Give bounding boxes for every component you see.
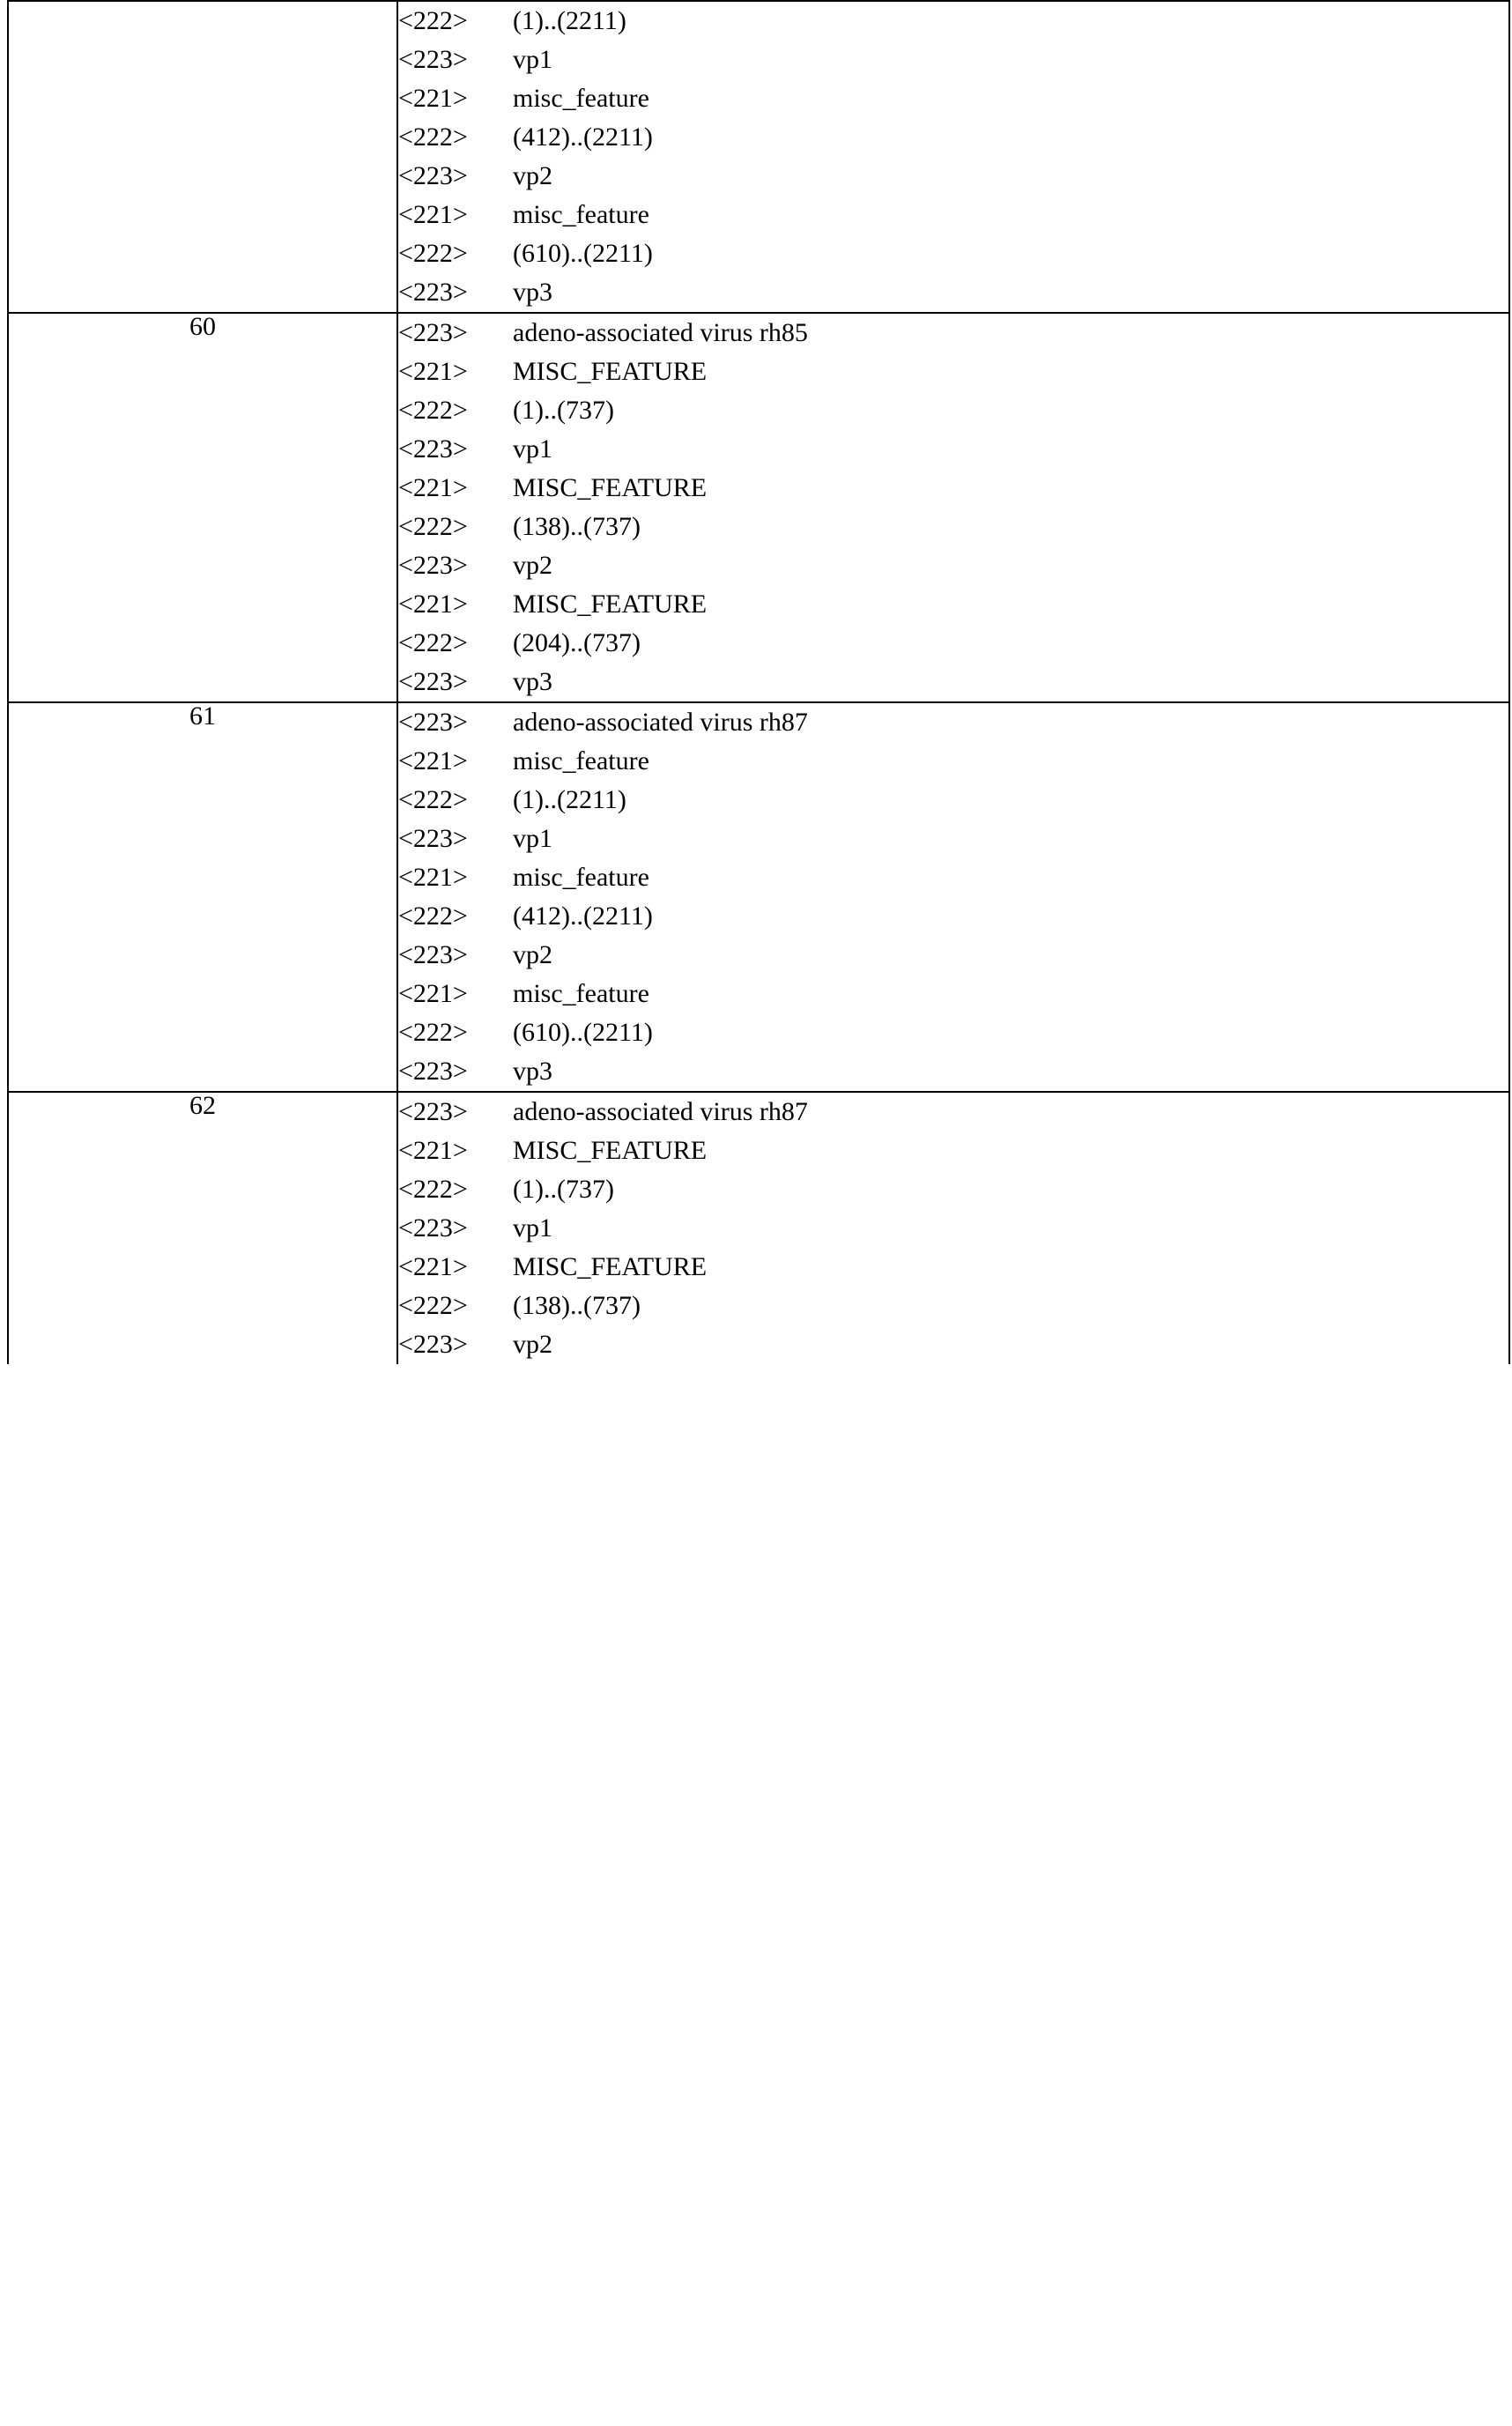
feature-value: (138)..(737) xyxy=(513,1291,641,1320)
feature-line xyxy=(398,1093,1508,1131)
feature-tag: <223> xyxy=(398,708,468,737)
feature-line xyxy=(398,1248,1508,1287)
feature-value: vp2 xyxy=(513,940,552,969)
feature-line xyxy=(398,469,1508,508)
feature-line xyxy=(398,546,1508,585)
feature-tag: <223> xyxy=(398,1330,468,1359)
feature-tag: <221> xyxy=(398,84,468,113)
feature-value: MISC_FEATURE xyxy=(513,590,708,619)
feature-value: MISC_FEATURE xyxy=(513,1252,708,1281)
feature-value: adeno-associated virus rh85 xyxy=(513,318,808,347)
feature-line xyxy=(398,585,1508,624)
feature-line xyxy=(398,234,1508,273)
feature-line xyxy=(398,157,1508,196)
feature-line xyxy=(398,1325,1508,1364)
feature-line xyxy=(398,663,1508,701)
feature-line xyxy=(398,118,1508,157)
sequence-entry-cell xyxy=(397,1092,1509,1364)
feature-line xyxy=(398,314,1508,352)
feature-tag: <222> xyxy=(398,628,468,657)
feature-value: adeno-associated virus rh87 xyxy=(513,1097,808,1126)
feature-value: vp2 xyxy=(513,1330,552,1359)
feature-line xyxy=(398,79,1508,118)
table-row xyxy=(8,1,1509,313)
feature-line xyxy=(398,858,1508,897)
feature-line xyxy=(398,41,1508,79)
sequence-entry-cell xyxy=(397,702,1509,1092)
table-row xyxy=(8,702,1509,1092)
feature-value: (1)..(2211) xyxy=(513,6,626,35)
feature-value: vp3 xyxy=(513,667,552,696)
feature-tag: <223> xyxy=(398,1213,468,1243)
feature-value: MISC_FEATURE xyxy=(513,357,708,386)
feature-value: vp1 xyxy=(513,434,552,464)
sequence-entry-cell xyxy=(397,313,1509,702)
feature-line xyxy=(398,196,1508,234)
feature-value: MISC_FEATURE xyxy=(513,1136,708,1165)
feature-line xyxy=(398,1131,1508,1170)
feature-tag: <221> xyxy=(398,590,468,619)
feature-value: MISC_FEATURE xyxy=(513,473,708,502)
feature-value: (1)..(737) xyxy=(513,1175,614,1204)
sequence-number-cell: 61 xyxy=(8,702,397,1092)
feature-line xyxy=(398,781,1508,820)
feature-value: vp1 xyxy=(513,45,552,74)
feature-line xyxy=(398,820,1508,858)
feature-tag: <221> xyxy=(398,746,468,775)
feature-value: vp2 xyxy=(513,551,552,580)
feature-line xyxy=(398,1209,1508,1248)
feature-value: (412)..(2211) xyxy=(513,901,653,931)
table-row xyxy=(8,1092,1509,1364)
feature-line xyxy=(398,273,1508,312)
feature-value: (1)..(737) xyxy=(513,396,614,425)
feature-tag: <223> xyxy=(398,551,468,580)
feature-tag: <223> xyxy=(398,278,468,307)
feature-line xyxy=(398,430,1508,469)
feature-value: (610)..(2211) xyxy=(513,1018,653,1047)
feature-line xyxy=(398,1287,1508,1325)
feature-tag: <222> xyxy=(398,396,468,425)
feature-line xyxy=(398,2,1508,41)
feature-tag: <221> xyxy=(398,863,468,892)
feature-tag: <222> xyxy=(398,1291,468,1320)
feature-line xyxy=(398,391,1508,430)
feature-value: misc_feature xyxy=(513,863,649,892)
feature-tag: <222> xyxy=(398,239,468,268)
feature-tag: <222> xyxy=(398,1175,468,1204)
feature-tag: <221> xyxy=(398,1136,468,1165)
feature-value: misc_feature xyxy=(513,746,649,775)
feature-line xyxy=(398,975,1508,1013)
feature-value: (1)..(2211) xyxy=(513,785,626,814)
sequence-number-cell: 60 xyxy=(8,313,397,702)
feature-value: vp1 xyxy=(513,824,552,853)
feature-line xyxy=(398,1013,1508,1052)
table-row xyxy=(8,313,1509,702)
table-body xyxy=(8,1,1509,1364)
feature-tag: <221> xyxy=(398,1252,468,1281)
feature-line xyxy=(398,352,1508,391)
feature-tag: <222> xyxy=(398,785,468,814)
feature-line xyxy=(398,936,1508,975)
feature-tag: <223> xyxy=(398,434,468,464)
feature-tag: <223> xyxy=(398,824,468,853)
feature-line xyxy=(398,508,1508,546)
feature-tag: <223> xyxy=(398,161,468,190)
feature-tag: <223> xyxy=(398,940,468,969)
feature-tag: <223> xyxy=(398,45,468,74)
feature-line xyxy=(398,1170,1508,1209)
feature-line xyxy=(398,624,1508,663)
feature-tag: <223> xyxy=(398,1097,468,1126)
feature-tag: <221> xyxy=(398,200,468,229)
feature-value: vp1 xyxy=(513,1213,552,1243)
sequence-number-cell: 62 xyxy=(8,1092,397,1364)
feature-value: vp3 xyxy=(513,1057,552,1086)
feature-line xyxy=(398,897,1508,936)
feature-tag: <222> xyxy=(398,6,468,35)
feature-value: misc_feature xyxy=(513,200,649,229)
sequence-entry-cell xyxy=(397,1,1509,313)
feature-tag: <221> xyxy=(398,473,468,502)
feature-value: misc_feature xyxy=(513,979,649,1008)
feature-value: (204)..(737) xyxy=(513,628,641,657)
feature-line xyxy=(398,1052,1508,1091)
feature-value: (138)..(737) xyxy=(513,512,641,541)
feature-line xyxy=(398,703,1508,742)
feature-tag: <223> xyxy=(398,318,468,347)
feature-value: (412)..(2211) xyxy=(513,122,653,152)
feature-value: misc_feature xyxy=(513,84,649,113)
feature-tag: <222> xyxy=(398,122,468,152)
feature-tag: <221> xyxy=(398,357,468,386)
feature-tag: <222> xyxy=(398,901,468,931)
feature-tag: <221> xyxy=(398,979,468,1008)
feature-tag: <223> xyxy=(398,667,468,696)
feature-line xyxy=(398,742,1508,781)
sequence-number-cell xyxy=(8,1,397,313)
feature-tag: <222> xyxy=(398,512,468,541)
feature-value: (610)..(2211) xyxy=(513,239,653,268)
feature-tag: <222> xyxy=(398,1018,468,1047)
feature-value: vp3 xyxy=(513,278,552,307)
sequence-listing-table xyxy=(7,0,1510,1364)
feature-value: adeno-associated virus rh87 xyxy=(513,708,808,737)
feature-tag: <223> xyxy=(398,1057,468,1086)
feature-value: vp2 xyxy=(513,161,552,190)
